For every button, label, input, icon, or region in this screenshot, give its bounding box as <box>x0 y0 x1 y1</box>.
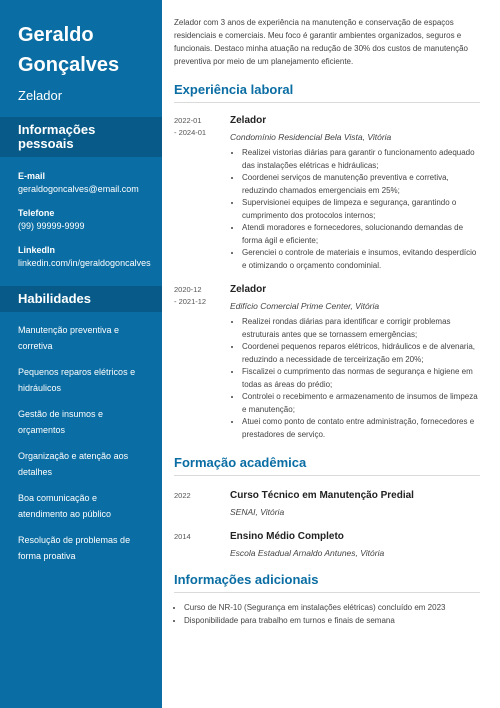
job-entry <box>174 115 480 272</box>
job-date-start: 2020-12 <box>174 285 202 294</box>
education-heading: Formação acadêmica <box>174 455 480 476</box>
job-bullet: • Fiscalizei o cumprimento das normas de segurança e higiene em todas as áreas do prédio; <box>242 366 480 391</box>
job-bullet: • Realizei rondas diárias para identificar e corrigir problemas estruturais antes que se tornassem emergências; <box>242 316 480 341</box>
personal-info <box>0 171 162 268</box>
person-name <box>18 20 144 80</box>
additional-info-heading: Informações adicionais <box>174 572 480 593</box>
main-content <box>162 0 500 708</box>
job-date-end: - 2024-01 <box>174 128 207 137</box>
job-title: Zelador <box>230 115 267 126</box>
skills-heading: Habilidades <box>0 286 162 312</box>
experience-heading: Experiência laboral <box>174 82 480 103</box>
education-entry <box>174 531 480 558</box>
sidebar-header <box>0 0 162 103</box>
linkedin-value[interactable]: linkedin.com/in/geraldogoncalves <box>18 258 151 268</box>
job-body <box>230 284 480 441</box>
job-bullet: • Coordenei serviços de manutenção preventiva e corretiva, reduzindo chamados emergenciais em 25%; <box>242 172 480 197</box>
education-year: 2022 <box>174 491 191 500</box>
skill-item: Gestão de insumos e orçamentos <box>18 409 104 435</box>
job-company: Condomínio Residencial Bela Vista, Vitória <box>230 132 392 142</box>
education-year: 2014 <box>174 532 191 541</box>
additional-info <box>174 601 480 627</box>
education-body <box>230 531 480 558</box>
education-school: SENAI, Vitória <box>230 507 285 517</box>
job-body <box>230 115 480 272</box>
job-bullet: • Gerenciei o controle de materiais e insumos, evitando desperdício e otimizando o orçamento condominial. <box>242 247 480 272</box>
linkedin-label: LinkedIn <box>18 245 56 255</box>
additional-info-item: • Curso de NR-10 (Segurança em instalações elétricas) concluído em 2023 <box>184 601 480 614</box>
sidebar <box>0 0 162 708</box>
person-name-line1: Geraldo <box>18 24 94 46</box>
job-title: Zelador <box>230 284 267 295</box>
phone-value: (99) 99999-9999 <box>18 221 85 231</box>
job-bullet: • Controlei o recebimento e armazenamento de insumos de limpeza e manutenção; <box>242 391 480 416</box>
email-value[interactable]: geraldogoncalves@email.com <box>18 184 139 194</box>
job-bullet: • Atuei como ponto de contato entre administração, fornecedores e prestadores de serviço. <box>242 416 480 441</box>
person-name-line2: Gonçalves <box>18 54 120 76</box>
job-bullet: • Supervisionei equipes de limpeza e segurança, garantindo o cumprimento dos protocolos internos; <box>242 197 480 222</box>
email-label: E-mail <box>18 171 46 181</box>
education-entry <box>174 490 480 517</box>
skill-item: Resolução de problemas de forma proativa <box>18 535 131 561</box>
skills-list <box>0 322 162 564</box>
summary-text: Zelador com 3 anos de experiência na manutenção e conservação de espaços residenciais e comerciais. Meu foco é garantir ambientes organizados, seguros e funcionais. Destaco minha atuação na redução de 30% dos custos de manutenção preventiva por meio de um planejamento eficiente. <box>174 18 468 66</box>
job-entry <box>174 284 480 441</box>
job-date-end: - 2021-12 <box>174 297 207 306</box>
education-title: Curso Técnico em Manutenção Predial <box>230 490 414 501</box>
additional-info-list <box>174 601 480 627</box>
education-title: Ensino Médio Completo <box>230 531 344 542</box>
personal-info-heading: Informações pessoais <box>0 117 162 157</box>
skill-item: Organização e atenção aos detalhes <box>18 451 129 477</box>
skill-item: Pequenos reparos elétricos e hidráulicos <box>18 367 136 393</box>
person-role: Zelador <box>18 88 63 103</box>
job-date <box>174 115 230 272</box>
job-date-start: 2022-01 <box>174 116 202 125</box>
skill-item: Boa comunicação e atendimento ao público <box>18 493 112 519</box>
job-bullets <box>230 147 480 272</box>
phone-label: Telefone <box>18 208 55 218</box>
education-body <box>230 490 480 517</box>
job-company: Edifício Comercial Prime Center, Vitória <box>230 301 380 311</box>
job-bullet: • Atendi moradores e fornecedores, solucionando demandas de forma ágil e eficiente; <box>242 222 480 247</box>
job-bullet: • Realizei vistorias diárias para garantir o funcionamento adequado das instalações elétricas e hidráulicas; <box>242 147 480 172</box>
job-date <box>174 284 230 441</box>
skill-item: Manutenção preventiva e corretiva <box>18 325 120 351</box>
education-school: Escola Estadual Arnaldo Antunes, Vitória <box>230 548 385 558</box>
additional-info-item: • Disponibilidade para trabalho em turnos e finais de semana <box>184 614 480 627</box>
job-bullet: • Coordenei pequenos reparos elétricos, hidráulicos e de alvenaria, reduzindo a necessidade de terceirização em 20%; <box>242 341 480 366</box>
job-bullets <box>230 316 480 441</box>
